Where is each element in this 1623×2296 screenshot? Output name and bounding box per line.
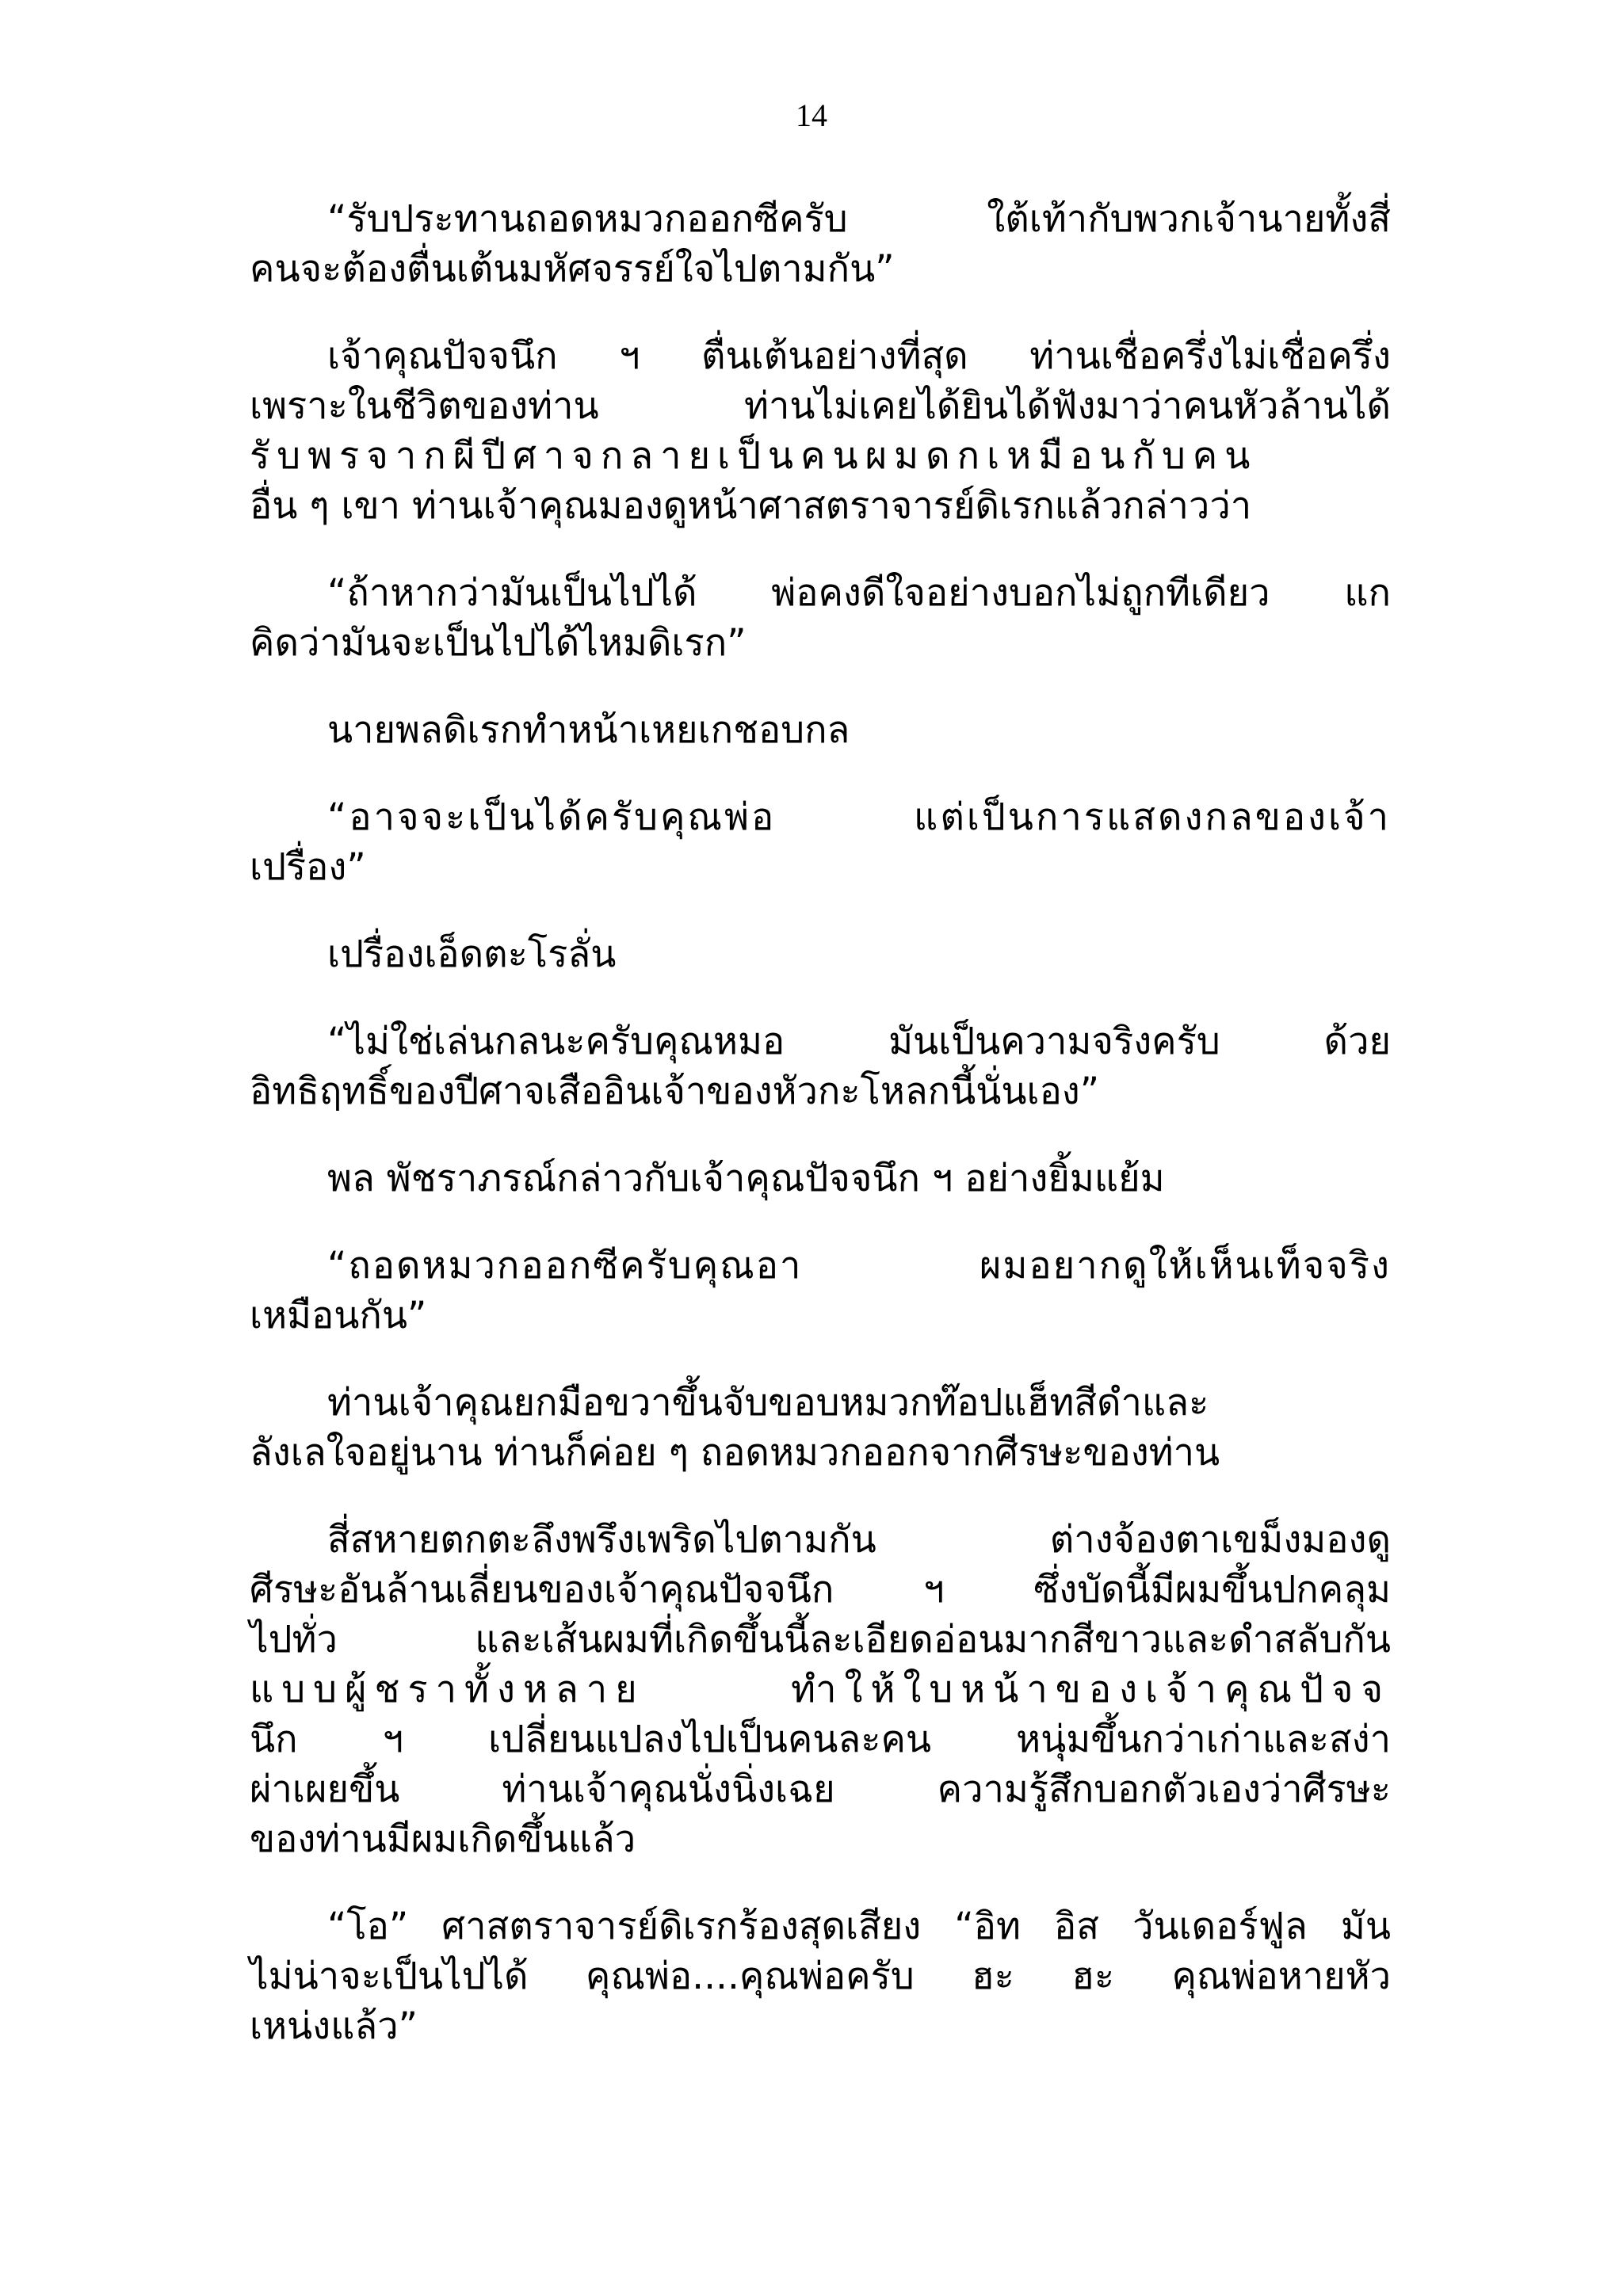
body-text	[250, 194, 1391, 2088]
text-line: นึก ฯ เปลี่ยนแปลงไปเป็นคนละคน หนุ่มขึ้นกว่าเก่าและสง่า	[250, 1718, 1391, 1761]
text-line: อื่น ๆ เขา ท่านเจ้าคุณมองดูหน้าศาสตราจารย์ดิเรกแล้วกล่าวว่า	[250, 484, 1252, 528]
text-line: “อาจจะเป็นได้ครับคุณพ่อ แต่เป็นการแสดงกลของเจ้า	[327, 795, 1391, 839]
paragraph	[250, 568, 1391, 668]
text-line: เปรื่อง”	[250, 845, 366, 889]
text-line: เปรื่องเอ็ดตะโรลั่น	[327, 933, 617, 976]
text-line: “ถ้าหากว่ามันเป็นไปได้ พ่อคงดีใจอย่างบอกไม่ถูกทีเดียว แก	[327, 571, 1391, 615]
page-number: 14	[796, 97, 827, 133]
paragraph	[250, 1515, 1391, 1864]
text-line: อิทธิฤทธิ์ของปีศาจเสืออินเจ้าของหัวกะโหลกนี้นั่นเอง”	[250, 1070, 1100, 1113]
text-line: ไปทั่ว และเส้นผมที่เกิดขึ้นนี้ละเอียดอ่อนมากสีขาวและดำสลับกัน	[250, 1618, 1391, 1661]
text-line: ศีรษะอันล้านเลี่ยนของเจ้าคุณปัจจนึก ฯ ซึ่งบัดนี้มีผมขึ้นปกคลุม	[250, 1568, 1391, 1611]
text-line: เจ้าคุณปัจจนึก ฯ ตื่นเต้นอย่างที่สุด ท่านเชื่อครึ่งไม่เชื่อครึ่ง	[327, 334, 1391, 378]
text-line: คิดว่ามันจะเป็นไปได้ไหมดิเรก”	[250, 621, 747, 665]
text-line: “ไม่ใช่เล่นกลนะครับคุณหมอ มันเป็นความจริงครับ ด้วย	[327, 1020, 1391, 1063]
paragraph	[250, 1154, 1391, 1203]
text-line: เพราะในชีวิตของท่าน ท่านไม่เคยได้ยินได้ฟังมาว่าคนหัวล้านได้	[250, 384, 1391, 428]
paragraph	[250, 1901, 1391, 2051]
text-line: นายพลดิเรกทำหน้าเหยเกชอบกล	[327, 708, 850, 752]
text-line: “ถอดหมวกออกซีครับคุณอา ผมอยากดูให้เห็นเท็จจริง	[327, 1244, 1391, 1287]
text-line: พล พัชราภรณ์กล่าวกับเจ้าคุณปัจจนึก ฯ อย่างยิ้มแย้ม	[327, 1157, 1165, 1200]
paragraph	[250, 331, 1391, 531]
paragraph	[250, 792, 1391, 892]
text-line: รับพรจากผีปีศาจกลายเป็นคนผมดกเหมือนกับคน	[250, 434, 1258, 478]
paragraph	[250, 705, 1391, 755]
text-line: “รับประทานถอดหมวกออกซีครับ ใต้เท้ากับพวกเจ้านายทั้งสี่	[327, 197, 1391, 241]
text-line: ท่านเจ้าคุณยกมือขวาขึ้นจับขอบหมวกท๊อปแฮ็ทสีดำและ	[327, 1381, 1209, 1425]
text-line: เหน่งแล้ว”	[250, 2004, 418, 2048]
paragraph	[250, 1378, 1391, 1478]
text-line: คนจะต้องตื่นเต้นมหัศจรรย์ใจไปตามกัน”	[250, 247, 895, 291]
text-line: ไม่น่าจะเป็นไปได้ คุณพ่อ....คุณพ่อครับ ฮะ ฮะ คุณพ่อหายหัว	[250, 1955, 1391, 1998]
text-line: “โอ” ศาสตราจารย์ดิเรกร้องสุดเสียง “อิท อิส วันเดอร์ฟูล มัน	[327, 1905, 1391, 1948]
text-line: ของท่านมีผมเกิดขึ้นแล้ว	[250, 1817, 636, 1861]
paragraph	[250, 1241, 1391, 1341]
paragraph	[250, 194, 1391, 294]
text-line: สี่สหายตกตะลึงพรึงเพริดไปตามกัน ต่างจ้องตาเขม็งมองดู	[327, 1518, 1391, 1562]
text-line: ลังเลใจอยู่นาน ท่านก็ค่อย ๆ ถอดหมวกออกจากศีรษะของท่าน	[250, 1431, 1220, 1474]
text-line: ผ่าเผยขึ้น ท่านเจ้าคุณนั่งนิ่งเฉย ความรู้สึกบอกตัวเองว่าศีรษะ	[250, 1768, 1391, 1811]
text-line: เหมือนกัน”	[250, 1294, 427, 1337]
text-line: แบบผู้ชราทั้งหลาย ทำให้ใบหน้าของเจ้าคุณปัจจ	[250, 1668, 1391, 1711]
paragraph	[250, 929, 1391, 979]
paragraph	[250, 1016, 1391, 1116]
